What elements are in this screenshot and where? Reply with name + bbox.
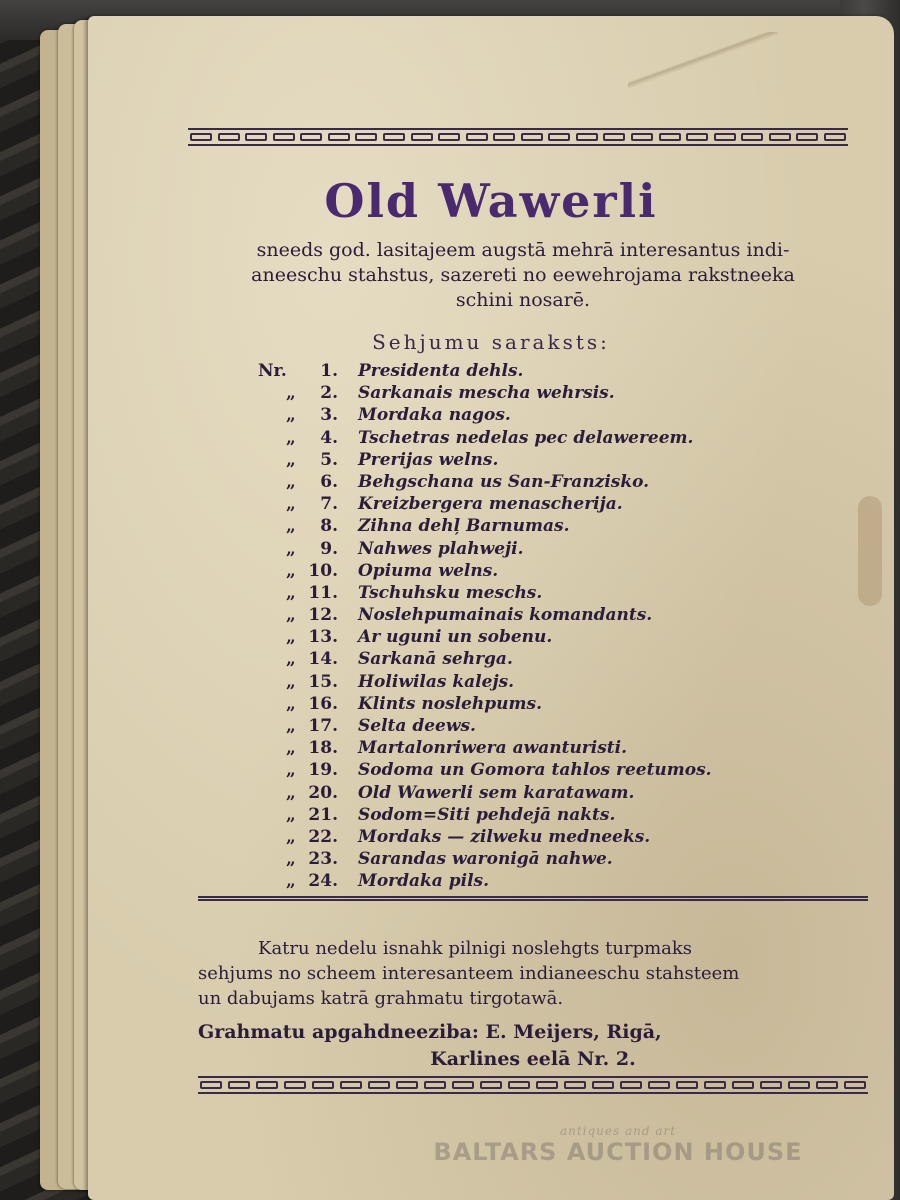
list-item-prefix: „ bbox=[286, 471, 296, 492]
list-item-title: Ar uguni un sobenu. bbox=[358, 627, 553, 648]
divider-rule bbox=[198, 896, 868, 901]
list-item-number: 23. bbox=[308, 849, 338, 870]
list-item-number: 7. bbox=[320, 494, 338, 515]
list-item-number: 1. bbox=[320, 361, 338, 381]
list-item-number: 21. bbox=[308, 804, 338, 825]
list-item-prefix: „ bbox=[286, 826, 296, 847]
list-item-number: 14. bbox=[308, 649, 338, 670]
list-item-number: 22. bbox=[308, 826, 338, 847]
list-item-title: Sodom=Siti pehdejā nakts. bbox=[358, 804, 616, 825]
list-item-number: 8. bbox=[320, 516, 338, 537]
list-item-prefix: „ bbox=[286, 605, 296, 626]
list-item-number: 15. bbox=[308, 671, 338, 692]
notice-line: Katru nedelu isnahk pilnigi noslehgts turpmaks bbox=[258, 938, 693, 959]
watermark-tagline: antiques and art bbox=[559, 1124, 677, 1138]
list-heading: Sehjumu saraksts: bbox=[372, 330, 610, 354]
intro-text bbox=[188, 238, 858, 313]
watermark bbox=[418, 1124, 818, 1166]
list-item-title: Tschetras nedelas pec delawereem. bbox=[358, 427, 694, 448]
list-item-prefix: „ bbox=[286, 782, 296, 803]
list-item bbox=[258, 515, 858, 537]
list-item-title: Mordaks — zilweku medneeks. bbox=[358, 826, 651, 847]
list-item-prefix: „ bbox=[286, 627, 296, 648]
list-item-title: Sarkanais mescha wehrsis. bbox=[358, 383, 615, 404]
list-item bbox=[258, 582, 858, 604]
list-item bbox=[258, 693, 858, 715]
list-item-title: Kreizbergera menascherija. bbox=[358, 494, 623, 515]
list-item bbox=[258, 360, 858, 382]
intro-line: schini nosarē. bbox=[455, 289, 591, 311]
list-item-number: 18. bbox=[308, 738, 338, 759]
list-item-prefix: „ bbox=[286, 560, 296, 581]
publisher-line: Grahmatu apgahdneeziba: E. Meijers, Rigā, bbox=[198, 1021, 662, 1043]
list-item-number: 13. bbox=[308, 627, 338, 648]
list-item-title: Presidenta dehls. bbox=[358, 361, 524, 381]
list-item bbox=[258, 449, 858, 471]
list-item-prefix: „ bbox=[286, 383, 296, 404]
list-item bbox=[258, 493, 858, 515]
list-item-prefix: „ bbox=[286, 738, 296, 759]
list-item-number: 9. bbox=[320, 538, 338, 559]
list-item bbox=[258, 404, 858, 426]
list-item-prefix: „ bbox=[286, 582, 296, 603]
list-item-prefix: Nr. bbox=[258, 361, 287, 381]
list-item-number: 10. bbox=[308, 560, 338, 581]
list-item bbox=[258, 471, 858, 493]
list-item-prefix: „ bbox=[286, 671, 296, 692]
list-item-prefix: „ bbox=[286, 804, 296, 825]
list-item bbox=[258, 626, 858, 648]
list-item-title: Noslehpumainais komandants. bbox=[358, 605, 653, 626]
list-item bbox=[258, 737, 858, 759]
list-item-title: Prerijas welns. bbox=[358, 449, 499, 470]
list-item bbox=[258, 759, 858, 781]
list-item bbox=[258, 604, 858, 626]
list-item bbox=[258, 826, 858, 848]
publisher-info bbox=[198, 1019, 868, 1073]
list-item-title: Mordaka pils. bbox=[358, 871, 490, 892]
list-item-number: 3. bbox=[320, 405, 338, 426]
list-item-title: Martalonriwera awanturisti. bbox=[358, 738, 628, 759]
top-ornamental-border bbox=[188, 128, 848, 146]
list-item-title: Nahwes plahweji. bbox=[358, 538, 524, 559]
list-item-prefix: „ bbox=[286, 516, 296, 537]
list-item-number: 6. bbox=[320, 471, 338, 492]
intro-line: aneeschu stahstus, sazereti no eewehrojama rakstneeka bbox=[251, 264, 795, 286]
list-item bbox=[258, 848, 858, 870]
list-item-number: 17. bbox=[308, 716, 338, 736]
list-item-number: 20. bbox=[308, 782, 338, 803]
list-item-number: 5. bbox=[320, 449, 338, 470]
list-item-title: Klints noslehpums. bbox=[358, 693, 543, 714]
list-item-prefix: „ bbox=[286, 538, 296, 559]
list-item-title: Selta deews. bbox=[358, 716, 476, 736]
list-item-number: 2. bbox=[320, 383, 338, 404]
paper-crease bbox=[628, 32, 778, 102]
publisher-address: Karlines eelā Nr. 2. bbox=[430, 1048, 636, 1070]
list-item-title: Sarkanā sehrga. bbox=[358, 649, 513, 670]
bottom-ornamental-border bbox=[198, 1076, 868, 1094]
list-item-prefix: „ bbox=[286, 849, 296, 870]
list-item bbox=[258, 804, 858, 826]
list-item-title: Holiwilas kalejs. bbox=[358, 671, 515, 692]
list-item-prefix: „ bbox=[286, 871, 296, 892]
list-item-number: 16. bbox=[308, 693, 338, 714]
list-item-title: Opiuma welns. bbox=[358, 560, 499, 581]
page-title: Old Wawerli bbox=[324, 174, 658, 228]
list-item-title: Sodoma un Gomora tahlos reetumos. bbox=[358, 760, 712, 781]
list-item-prefix: „ bbox=[286, 494, 296, 515]
list-item-title: Mordaka nagos. bbox=[358, 405, 511, 426]
list-item-number: 19. bbox=[308, 760, 338, 781]
list-item-title: Sarandas waronigā nahwe. bbox=[358, 849, 613, 870]
paper-stain bbox=[858, 496, 882, 606]
list-item-number: 4. bbox=[320, 427, 338, 448]
list-item bbox=[258, 560, 858, 582]
list-item-prefix: „ bbox=[286, 760, 296, 781]
list-item-title: Zihna dehļ Barnumas. bbox=[358, 516, 570, 537]
list-item-title: Tschuhsku meschs. bbox=[358, 582, 543, 603]
list-item bbox=[258, 427, 858, 449]
list-item-number: 24. bbox=[308, 871, 338, 892]
weekly-notice bbox=[198, 936, 868, 1011]
list-item bbox=[258, 782, 858, 804]
list-item bbox=[258, 538, 858, 560]
watermark-logo-text: BALTARS AUCTION HOUSE bbox=[433, 1138, 803, 1166]
list-item bbox=[258, 648, 858, 670]
list-item-number: 12. bbox=[308, 605, 338, 626]
list-item-prefix: „ bbox=[286, 427, 296, 448]
list-item-prefix: „ bbox=[286, 449, 296, 470]
booklet-back-cover bbox=[88, 16, 894, 1200]
list-item-number: 11. bbox=[308, 582, 338, 603]
list-item-title: Behgschana us San-Franzisko. bbox=[358, 471, 650, 492]
notice-line: sehjums no scheem interesanteem indianeeschu stahsteem bbox=[198, 963, 740, 984]
list-item bbox=[258, 870, 858, 892]
list-item-prefix: „ bbox=[286, 649, 296, 670]
list-item bbox=[258, 715, 858, 737]
list-item-prefix: „ bbox=[286, 716, 296, 736]
list-item bbox=[258, 382, 858, 404]
intro-line: sneeds god. lasitajeem augstā mehrā interesantus indi- bbox=[256, 239, 790, 261]
list-item bbox=[258, 671, 858, 693]
list-item-title: Old Wawerli sem karatawam. bbox=[358, 782, 635, 803]
list-item-prefix: „ bbox=[286, 405, 296, 426]
list-item-prefix: „ bbox=[286, 693, 296, 714]
volume-list bbox=[258, 360, 858, 893]
notice-line: un dabujams katrā grahmatu tirgotawā. bbox=[198, 988, 564, 1009]
